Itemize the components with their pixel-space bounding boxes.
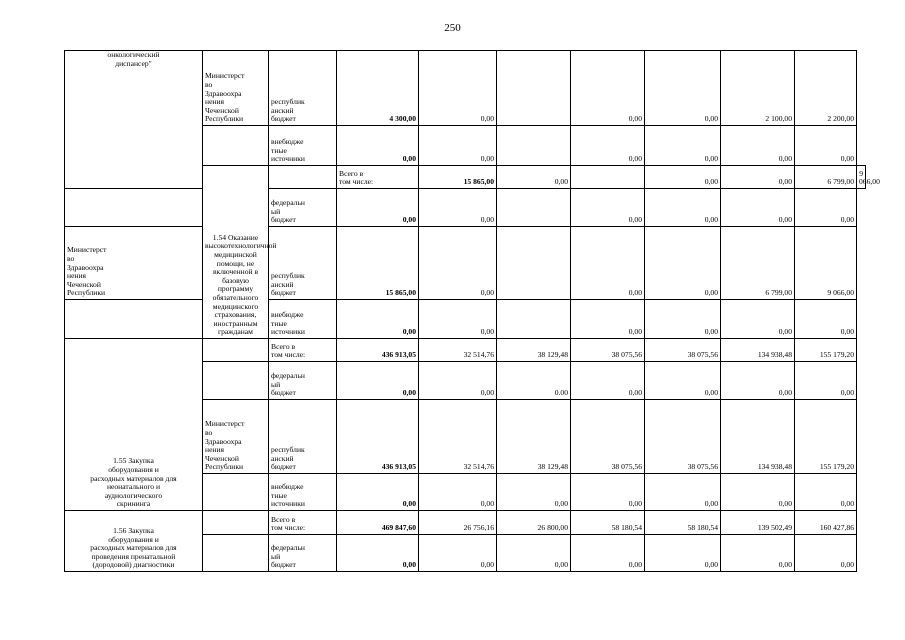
funding-source-cell: Всего в том числе:: [269, 339, 337, 362]
table-row: [65, 511, 866, 535]
year-value-cell: 38 129,48: [497, 339, 571, 362]
total-value-cell: 436 913,05: [337, 339, 419, 362]
year-value-cell: 160 427,86: [795, 511, 857, 535]
year-value-cell: 38 075,56: [645, 400, 721, 474]
year-value-cell: [497, 300, 571, 339]
year-value-cell: 6 799,00: [795, 166, 857, 189]
year-value-cell: [497, 189, 571, 227]
year-value-cell: 0,00: [795, 126, 857, 166]
total-value-cell: 0,00: [337, 535, 419, 572]
year-value-cell: 26 756,16: [419, 511, 497, 535]
year-value-cell: 0,00: [645, 474, 721, 511]
year-value-cell: [497, 51, 571, 126]
year-value-cell: 0,00: [571, 51, 645, 126]
year-value-cell: 0,00: [645, 166, 721, 189]
total-value-cell: 436 913,05: [337, 400, 419, 474]
year-value-cell: 0,00: [497, 474, 571, 511]
total-value-cell: 4 300,00: [337, 51, 419, 126]
year-value-cell: 0,00: [419, 535, 497, 572]
year-value-cell: 0,00: [497, 535, 571, 572]
year-value-cell: 0,00: [795, 535, 857, 572]
responsible-cell: [203, 362, 269, 400]
responsible-cell: [203, 126, 269, 166]
year-value-cell: 0,00: [419, 362, 497, 400]
year-value-cell: 0,00: [571, 535, 645, 572]
total-value-cell: 0,00: [337, 474, 419, 511]
year-value-cell: 2 200,00: [795, 51, 857, 126]
year-value-cell: [571, 166, 645, 189]
year-value-cell: 38 075,56: [571, 339, 645, 362]
year-value-cell: 0,00: [571, 227, 645, 300]
year-value-cell: 6 799,00: [721, 227, 795, 300]
measure-name-cell: 1.54 Оказание высокотехнологичной медицинской помощи, не включенной в базовую программу обязательного медицинского страхования, иностранным гражданам: [203, 166, 269, 339]
responsible-cell: [269, 166, 337, 189]
year-value-cell: [497, 126, 571, 166]
year-value-cell: 139 502,49: [721, 511, 795, 535]
responsible-cell: Министерст во Здравоохра нения Чеченской Республики: [65, 227, 203, 300]
year-value-cell: 0.00: [497, 362, 571, 400]
year-value-cell: 0,00: [721, 126, 795, 166]
year-value-cell: 0,00: [419, 227, 497, 300]
year-value-cell: 0,00: [795, 189, 857, 227]
responsible-cell: Министерст во Здравоохра нения Чеченской Республики: [203, 400, 269, 474]
funding-source-cell: федеральн ый бюджет: [269, 535, 337, 572]
year-value-cell: 0,00: [571, 474, 645, 511]
year-value-cell: 0,00: [721, 362, 795, 400]
year-value-cell: 0,00: [645, 51, 721, 126]
year-value-cell: 38 129,48: [497, 400, 571, 474]
total-value-cell: 0,00: [337, 362, 419, 400]
measure-name-cell: 1.55 Закупка оборудования и расходных материалов для неонатального и аудиологического скрининга: [65, 339, 203, 511]
responsible-cell: [65, 189, 203, 227]
total-value-cell: 0,00: [337, 189, 419, 227]
funding-source-cell: внебюдже тные источники: [269, 126, 337, 166]
responsible-cell: Министерст во Здравоохра нения Чеченской Республики: [203, 51, 269, 126]
year-value-cell: 0,00: [795, 362, 857, 400]
total-value-cell: 15 865,00: [419, 166, 497, 189]
page-number: 250: [444, 22, 461, 34]
year-value-cell: 0,00: [419, 474, 497, 511]
budget-table: [64, 50, 880, 572]
year-value-cell: 0,00: [571, 126, 645, 166]
year-value-cell: [497, 227, 571, 300]
year-value-cell: 32 514,76: [419, 339, 497, 362]
year-value-cell: 58 180,54: [645, 511, 721, 535]
funding-source-cell: федеральн ый бюджет: [269, 362, 337, 400]
year-value-cell: 0,00: [645, 362, 721, 400]
year-value-cell: 26 800,00: [497, 511, 571, 535]
year-value-cell: 38 075,56: [571, 400, 645, 474]
year-value-cell: 0,00: [645, 189, 721, 227]
year-value-cell: 0,00: [721, 474, 795, 511]
year-value-cell: 0,00: [795, 300, 857, 339]
total-value-cell: 0,00: [337, 126, 419, 166]
year-value-cell: 32 514,76: [419, 400, 497, 474]
measure-name-cell: 1.56 Закупка оборудования и расходных материалов для проведения пренатальной (дородовой) диагностики: [65, 511, 203, 572]
funding-source-cell: Всего в том числе:: [269, 511, 337, 535]
funding-source-cell: внебюдже тные источники: [269, 474, 337, 511]
year-value-cell: 0,00: [795, 474, 857, 511]
year-value-cell: 9 066,00: [795, 227, 857, 300]
year-value-cell: 0,00: [419, 126, 497, 166]
year-value-cell: 0,00: [571, 362, 645, 400]
funding-source-cell: республик анский бюджет: [269, 51, 337, 126]
funding-source-cell: федеральн ый бюджет: [269, 189, 337, 227]
year-value-cell: 0,00: [721, 166, 795, 189]
year-value-cell: 0,00: [419, 51, 497, 126]
funding-source-cell: республик анский бюджет: [269, 400, 337, 474]
year-value-cell: 0,00: [721, 189, 795, 227]
table-row: [65, 339, 866, 362]
year-value-cell: 2 100,00: [721, 51, 795, 126]
year-value-cell: 38 075,56: [645, 339, 721, 362]
responsible-cell: [65, 300, 203, 339]
table-row: [65, 51, 866, 126]
funding-source-cell: Всего в том числе:: [337, 166, 419, 189]
year-value-cell: 0,00: [645, 300, 721, 339]
year-value-cell: 0,00: [571, 300, 645, 339]
table-row: [65, 227, 866, 300]
year-value-cell: 155 179,20: [795, 400, 857, 474]
year-value-cell: 134 938,48: [721, 339, 795, 362]
total-value-cell: 469 847,60: [337, 511, 419, 535]
year-value-cell: 0,00: [419, 189, 497, 227]
year-value-cell: 134 938,48: [721, 400, 795, 474]
responsible-cell: [203, 474, 269, 511]
year-value-cell: 9 066,00: [857, 166, 866, 189]
year-value-cell: 0,00: [497, 166, 571, 189]
responsible-cell: [203, 535, 269, 572]
year-value-cell: 155 179,20: [795, 339, 857, 362]
measure-name-cell: онкологический диспансер": [65, 51, 203, 189]
year-value-cell: 0,00: [645, 535, 721, 572]
year-value-cell: 58 180,54: [571, 511, 645, 535]
total-value-cell: 15 865,00: [337, 227, 419, 300]
year-value-cell: 0,00: [721, 300, 795, 339]
table-row: [65, 189, 866, 227]
year-value-cell: 0,00: [645, 126, 721, 166]
funding-source-cell: внебюдже тные источники: [269, 300, 337, 339]
total-value-cell: 0,00: [337, 300, 419, 339]
responsible-cell: [203, 339, 269, 362]
table-row: [65, 300, 866, 339]
year-value-cell: 0,00: [571, 189, 645, 227]
year-value-cell: 0,00: [419, 300, 497, 339]
year-value-cell: 0,00: [721, 535, 795, 572]
year-value-cell: 0,00: [645, 227, 721, 300]
funding-source-cell: республик анский бюджет: [269, 227, 337, 300]
responsible-cell: [203, 511, 269, 535]
